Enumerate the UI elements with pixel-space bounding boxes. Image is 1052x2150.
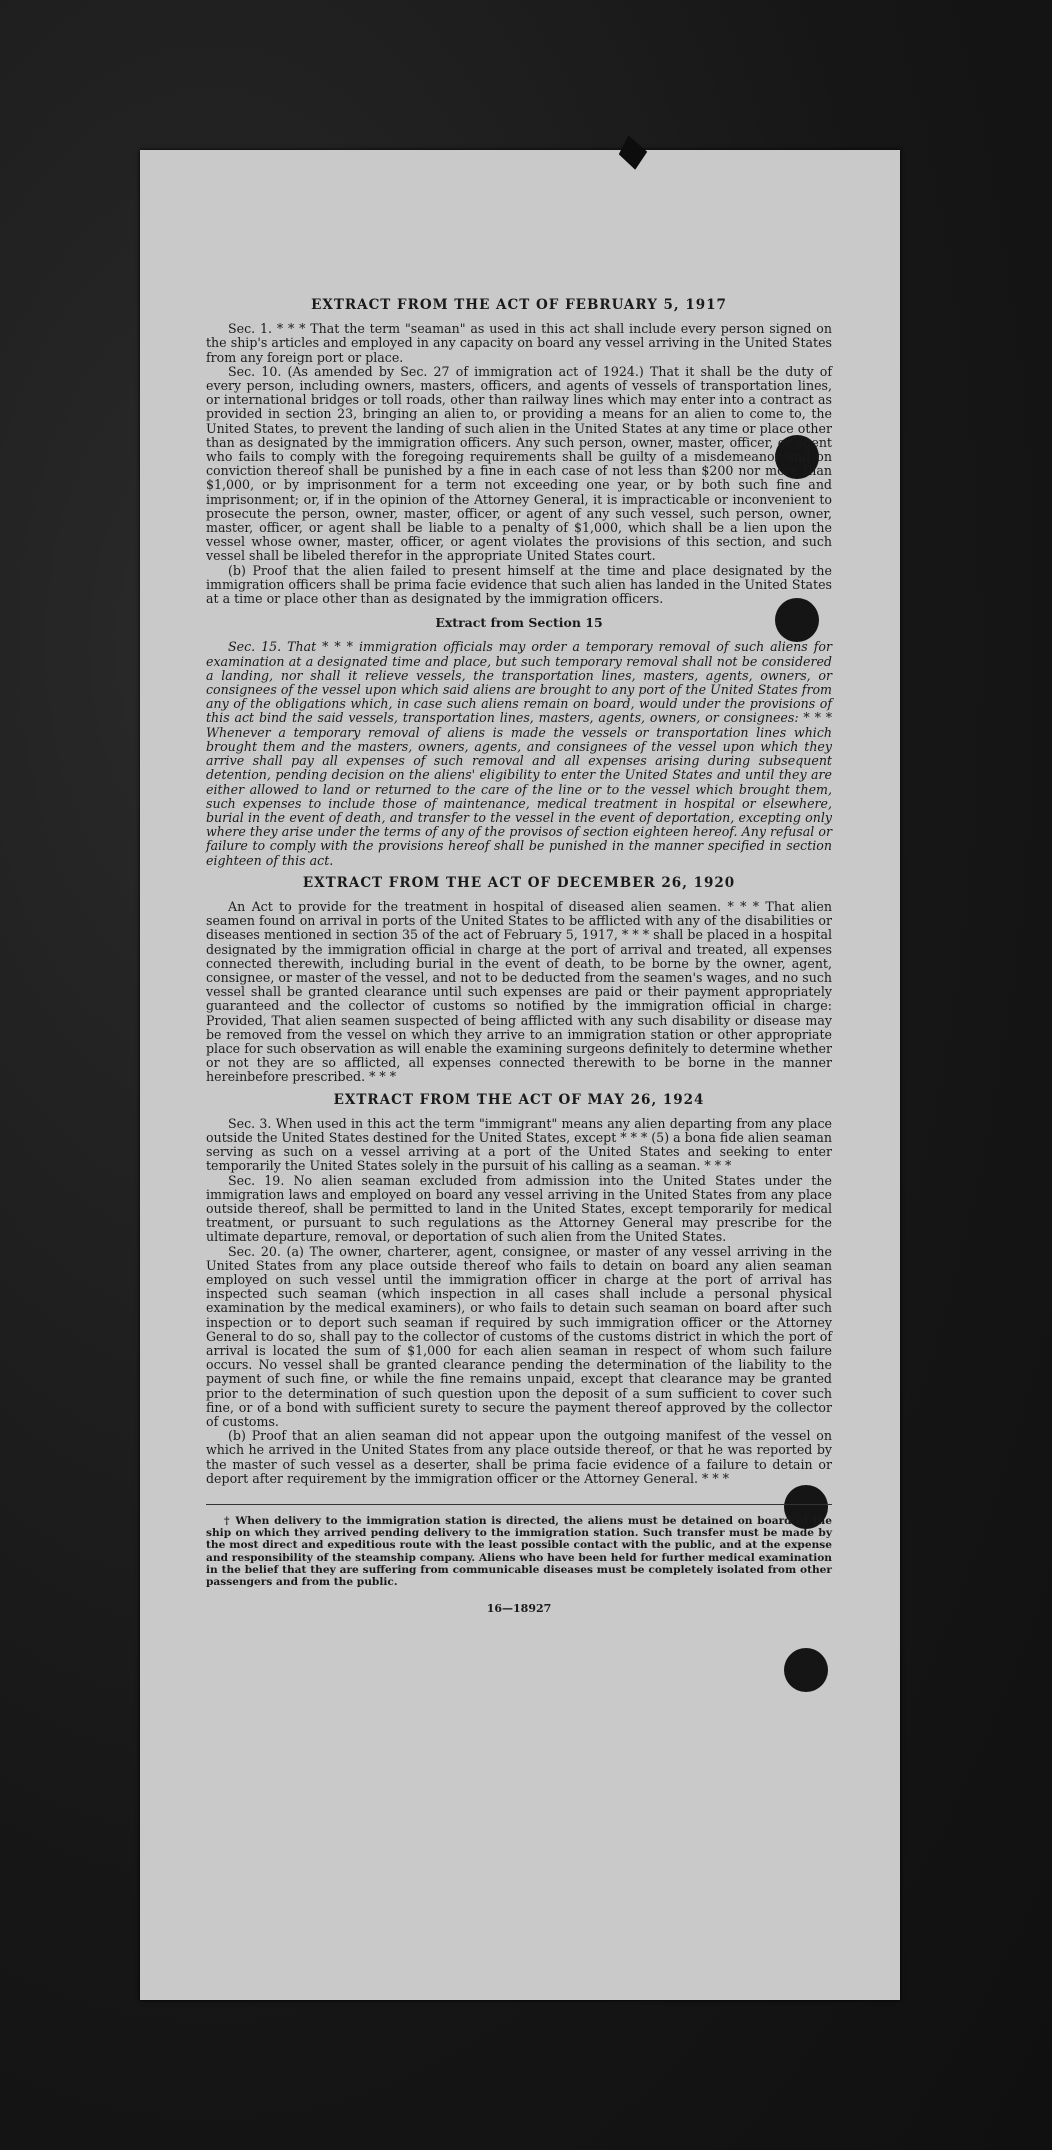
- section-act-1917: [206, 298, 832, 606]
- footnote-divider: [206, 1504, 832, 1505]
- page-code: 16—18927: [486, 1602, 552, 1616]
- document-content: [206, 290, 832, 1616]
- paragraph: Sec. 1. * * * That the term "seaman" as used in this act shall include every person signed on the ship's articles and employed in any capacity on board any vessel arriving in the United States from any foreign port or place.: [206, 321, 832, 365]
- section-extract-15: [206, 616, 832, 867]
- section-act-1924: [206, 1093, 832, 1486]
- paragraph: (b) Proof that an alien seaman did not appear upon the outgoing manifest of the vessel on which he arrived in the United States from any place outside thereof, or that he was reported by the master of such vessel as a deserter, shall be prima facie evidence of a failure to detain or deport after requirement by the immigration officer or the Attorney General. * * *: [206, 1428, 832, 1486]
- section-heading: EXTRACT FROM THE ACT OF FEBRUARY 5, 1917: [311, 297, 727, 313]
- paragraph: Sec. 10. (As amended by Sec. 27 of immigration act of 1924.) That it shall be the duty of every person, including owners, masters, officers, and agents of vessels of transportation lines, or international bridges or toll roads, other than railway lines which may enter into a contract as provided in section 23, bringing an alien to, or providing a means for an alien to come to, the United States, to prevent the landing of such alien in the United States at any time or place other than as designated by the immigration officers. Any such person, owner, master, officer, or agent who fails to comply with the foregoing requirements shall be guilty of a misdemeanor and on conviction thereof shall be punished by a fine in each case of not less than $200 nor more than $1,000, or by imprisonment for a term not exceeding one year, or by both such fine and imprisonment; or, if in the opinion of the Attorney General, it is impracticable or inconvenient to prosecute the person, owner, master, officer, or agent of any such vessel, such person, owner, master, officer, or agent shall be liable to a penalty of $1,000, which shall be a lien upon the vessel whose owner, master, officer, or agent violates the provisions of this section, and such vessel shall be libeled therefor in the appropriate United States court.: [206, 363, 832, 564]
- paragraph: Sec. 20. (a) The owner, charterer, agent, consignee, or master of any vessel arriving in the United States from any place outside thereof who fails to detain on board any alien seaman employed on such vessel until the immigration officer in charge at the port of arrival has inspected such seaman (which inspection in all cases shall include a personal physical examination by the medical examiners), or who fails to detain such seaman on board after such inspection or to deport such seaman if required by such immigration officer or the Attorney General to do so, shall pay to the collector of customs of the customs district in which the port of arrival is located the sum of $1,000 for each alien seaman in respect of whom such failure occurs. No vessel shall be granted clearance pending the determination of the liability to the payment of such fine, or while the fine remains unpaid, except that clearance may be granted prior to the determination of such question upon the deposit of a sum sufficient to cover such fine, or of a bond with sufficient surety to secure the payment thereof approved by the collector of customs.: [206, 1243, 832, 1430]
- section-act-1920: [206, 876, 832, 1085]
- paragraph: Sec. 19. No alien seaman excluded from admission into the United States under the immigration laws and employed on board any vessel arriving in the United States from any place outside thereof, shall be permitted to land in the United States, except temporarily for medical treatment, or pursuant to such regulations as the Attorney General may prescribe for the ultimate departure, removal, or deportation of such alien from the United States.: [206, 1172, 832, 1245]
- document-page: [140, 150, 900, 2000]
- paragraph: Sec. 3. When used in this act the term "immigrant" means any alien departing from any place outside the United States destined for the United States, except * * * (5) a bona fide alien seaman serving as such on a vessel arriving at a port of the United States and seeking to enter temporarily the United States solely in the pursuit of his calling as a seaman. * * *: [206, 1115, 832, 1174]
- section-heading: EXTRACT FROM THE ACT OF DECEMBER 26, 1920: [302, 874, 736, 891]
- paragraph: (b) Proof that the alien failed to present himself at the time and place designated by the immigration officers shall be prima facie evidence that such alien has landed in the United States at a time or place other than as designated by the immigration officers.: [206, 562, 832, 607]
- footnote: [206, 1515, 832, 1588]
- section-heading: Extract from Section 15: [435, 615, 603, 631]
- footnote-text: † When delivery to the immigration station is directed, the aliens must be detained on board of the ship on which they arrived pending delivery to the immigration station. Such transfer must be made by the most direct and expeditious route with the least possible contact with the public, and at the expense and responsibility of the steamship company. Aliens who have been held for further medical examination in the belief that they are suffering from communicable diseases must be completely isolated from other passengers and from the public.: [206, 1515, 832, 1589]
- paragraph: Sec. 15. That * * * immigration officials may order a temporary removal of such aliens for examination at a designated time and place, but such temporary removal shall not be considered a landing, nor shall it relieve vessels, the transportation lines, masters, agents, owners, or consignees of the vessel upon which said aliens are brought to any port of the United States from any of the obligations which, in case such aliens remain on board, would under the provisions of this act bind the said vessels, transportation lines, masters, agents, owners, or consignees: * * * Whenever a temporary removal of aliens is made the vessels or transportation lines which brought them and the masters, owners, agents, and consignees of the vessel upon which they arrive shall pay all expenses of such removal and all expenses arising during subsequent detention, pending decision on the aliens' eligibility to enter the United States and until they are either allowed to land or returned to the care of the line or to the vessel which brought them, such expenses to include those of maintenance, medical treatment in hospital or elsewhere, burial in the event of death, and transfer to the vessel in the event of deportation, excepting only where they arise under the terms of any of the provisos of section eighteen hereof. Any refusal or failure to comply with the provisions hereof shall be punished in the manner specified in section eighteen of this act.: [206, 639, 832, 868]
- section-heading: EXTRACT FROM THE ACT OF MAY 26, 1924: [333, 1091, 705, 1108]
- punch-hole: [784, 1648, 828, 1692]
- paragraph: An Act to provide for the treatment in hospital of diseased alien seamen. * * * That alien seamen found on arrival in ports of the United States to be afflicted with any of the disabilities or diseases mentioned in section 35 of the act of February 5, 1917, * * * shall be placed in a hospital designated by the immigration official in charge at the port of arrival and treated, all expenses connected therewith, including burial in the event of death, to be borne by the owner, agent, consignee, or master of the vessel, and not to be deducted from the seamen's wages, and no such vessel shall be granted clearance until such expenses are paid or their payment appropriately guaranteed and the collector of customs so notified by the immigration official in charge: Provided, That alien seamen suspected of being afflicted with any such disability or disease may be removed from the vessel on which they arrive to an immigration station or other appropriate place for such observation as will enable the examining surgeons definitely to determine whether or not they are so afflicted, all expenses connected therewith to be borne in the manner hereinbefore prescribed. * * *: [206, 898, 832, 1085]
